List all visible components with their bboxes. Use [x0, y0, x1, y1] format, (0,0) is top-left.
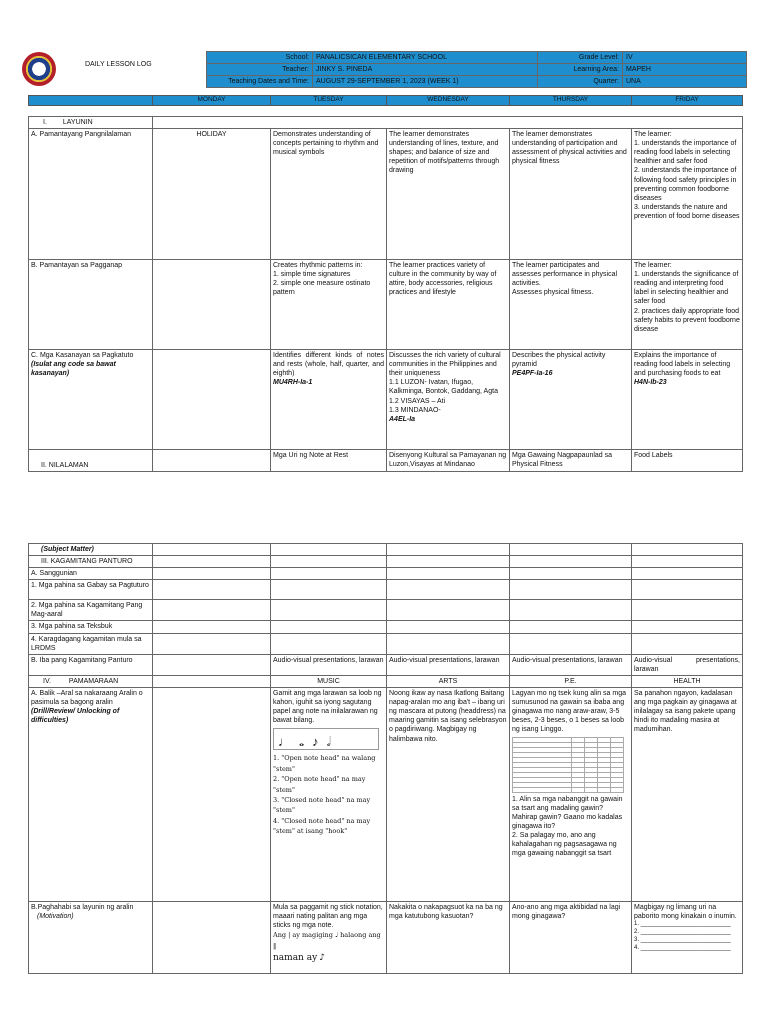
- pamamaraan-label: PAMAMARAAN: [68, 677, 119, 685]
- row-c-label: C. Mga Kasanayan sa Pagkatuto: [31, 352, 134, 360]
- row-c-sublabel: (Isulat ang code sa bawat kasanayan): [31, 361, 116, 378]
- subject-matter-label: (Subject Matter): [29, 544, 153, 556]
- sg-c4: [510, 568, 632, 580]
- paghahabi-label: B.Paghahabi sa layunin ng aralin: [31, 904, 134, 912]
- nilalaman-tuesday: Mga Uri ng Note at Rest: [271, 450, 387, 472]
- sm-c2: [271, 544, 387, 556]
- nilalaman-wednesday: Disenyong Kultural sa Pamayanan ng Luzon,Visayas at Mindanao: [387, 450, 510, 472]
- day-tuesday: TUESDAY: [271, 96, 387, 106]
- row-b-friday: The learner: 1. understands the significance of reading and interpreting food label in selecting healthier and safer food 2. practices daily appropriate food safety habits to prevent foodborne disease: [632, 260, 743, 350]
- checklist-cell: [572, 787, 585, 792]
- gb-c4: [510, 580, 632, 600]
- sm-c5: [632, 544, 743, 556]
- balik-wednesday: Noong ikaw ay nasa Ikatlong Baitang napag-aralan mo ang iba't – ibang uri ng mascara at putong (headdress) na maaring gamitin sa isang selebrasyon o pagdiriwang. Magbigay ng halimbawa nito.: [387, 688, 510, 902]
- checklist-cell: [611, 787, 624, 792]
- motif-text-4: naman ay: [273, 953, 318, 964]
- day-wednesday: WEDNESDAY: [387, 96, 510, 106]
- layunin-num: I.: [43, 119, 47, 126]
- row-c-tuesday: Identifies different kinds of notes and rests (whole, half, quarter, and eighth): [273, 352, 384, 378]
- half-note-icon: 𝅗𝅥: [326, 734, 331, 750]
- row-a-label: A. Pamantayang Pangnilalaman: [29, 129, 153, 260]
- iba-thursday: Audio-visual presentations, larawan: [510, 654, 632, 675]
- kg-c4: [510, 556, 632, 568]
- kg-c3: [387, 556, 510, 568]
- row-b-label: B. Pamantayan sa Pagganap: [29, 260, 153, 350]
- balik-aral-label: A. Balik –Aral sa nakaraang Aralin o pasimula sa bagong aralin: [31, 690, 143, 707]
- teacher-value: JINKY S. PINEDA: [313, 64, 538, 76]
- iba-friday: Audio-visual presentations, larawan: [632, 654, 743, 675]
- layunin-label: LAYUNIN: [62, 119, 93, 126]
- day-friday: FRIDAY: [632, 96, 743, 106]
- kr-c4: [510, 633, 632, 654]
- paghahabi-sublabel: (Motivation): [37, 913, 74, 921]
- grade-value: IV: [623, 52, 747, 64]
- sm-c1: [153, 544, 271, 556]
- day-thursday: THURSDAY: [510, 96, 632, 106]
- paghahabi-tuesday: Mula sa paggamit ng stick notation, maaari nating palitan ang mga sticks ng mga note.: [273, 904, 383, 930]
- sg-c3: [387, 568, 510, 580]
- row-b-tuesday: Creates rhythmic patterns in: 1. simple time signatures 2. simple one measure ostinato pattern: [271, 260, 387, 350]
- balik-tuesday-cell: [271, 688, 387, 902]
- quarter-value: UNA: [623, 76, 747, 88]
- tb-c2: [271, 621, 387, 633]
- sm-c4: [510, 544, 632, 556]
- dates-label: Teaching Dates and Time:: [207, 76, 313, 88]
- subject-music: MUSIC: [271, 675, 387, 687]
- eighth-note-icon: ♪: [312, 734, 319, 750]
- dates-value: AUGUST 29-SEPTEMBER 1, 2023 (WEEK 1): [313, 76, 538, 88]
- tb-c5: [632, 621, 743, 633]
- balik-tuesday-list: 1. "Open note head" na walang "stem" 2. "Open note head" na may "stem" 3. "Closed note head" na may "stem" 4. "Closed note head" na may "stem" at isang "hook": [273, 754, 376, 836]
- checklist-cell: [598, 787, 611, 792]
- paghahabi-tuesday-cell: [271, 902, 387, 974]
- days-blank-cell: [29, 96, 153, 106]
- quarter-label: Quarter:: [538, 76, 623, 88]
- row-c-wednesday-cell: [387, 350, 510, 450]
- area-value: MAPEH: [623, 64, 747, 76]
- balik-aral-sublabel: (Drill/Review/ Unlocking of difficulties): [31, 708, 120, 725]
- subject-arts: ARTS: [387, 675, 510, 687]
- school-label: School:: [207, 52, 313, 64]
- row-b-monday: [153, 260, 271, 350]
- paghahabi-friday-list: 1. ___________________________ 2. ___________________________ 3. ___________________________ 4. ___________________________: [634, 921, 731, 951]
- row-b-wednesday: The learner practices variety of culture in the community by way of attire, body accessories, religious practices and lifestyle: [387, 260, 510, 350]
- row-c-tuesday-code: MU4RH-Ia-1: [273, 379, 313, 387]
- balik-friday: Sa panahon ngayon, kadalasan ang mga pagkain ay ginagawa at inilalagay sa isang pakete upang hindi ito madaling masira at madumihan.: [632, 688, 743, 902]
- row-c-wednesday-code: A4EL-Ia: [389, 415, 416, 423]
- activity-checklist-image: [512, 737, 624, 793]
- nilalaman-monday: [153, 450, 271, 472]
- stick-notation-image: [273, 930, 384, 965]
- quarter-note-icon: ♩: [334, 931, 339, 940]
- motif-text-2: ay magiging: [292, 931, 333, 940]
- kg-c1: [153, 556, 271, 568]
- header-info-table: [206, 51, 747, 88]
- music-notes-image: [273, 728, 379, 750]
- row-c-wednesday: Discusses the rich variety of cultural communities in the Philippines and their uniqueness 1.1 LUZON- Ivatan, Ifugao, Kalkminga, Bontok, Gaddang, Agta 1.2 VISAYAS – Ati 1.3 MINDANAO-: [389, 352, 501, 414]
- sanggunian-label: A. Sanggunian: [29, 568, 153, 580]
- quarter-note-icon: ♩: [278, 734, 291, 750]
- teksbuk-label: 3. Mga pahina sa Teksbuk: [29, 621, 153, 633]
- pm-monday: [153, 675, 271, 687]
- km-c5: [632, 600, 743, 621]
- school-value: PANALICSICAN ELEMENTARY SCHOOL: [313, 52, 538, 64]
- kr-c1: [153, 633, 271, 654]
- km-c3: [387, 600, 510, 621]
- row-c-monday: [153, 350, 271, 450]
- subject-health: HEALTH: [632, 675, 743, 687]
- row-c-label-cell: [29, 350, 153, 450]
- days-header-row: [28, 95, 743, 106]
- kr-c3: [387, 633, 510, 654]
- paghahabi-thursday: Ano-ano ang mga aktibidad na lagi mong ginagawa?: [510, 902, 632, 974]
- checklist-cell: [513, 787, 572, 792]
- iba-tuesday: Audio-visual presentations, larawan: [271, 654, 387, 675]
- row-c-thursday: Describes the physical activity pyramid: [512, 352, 606, 369]
- paghahabi-label-cell: [29, 902, 153, 974]
- subject-pe: P.E.: [510, 675, 632, 687]
- teacher-label: Teacher:: [207, 64, 313, 76]
- area-label: Learning Area:: [538, 64, 623, 76]
- balik-thursday-cell: [510, 688, 632, 902]
- km-c2: [271, 600, 387, 621]
- gb-c1: [153, 580, 271, 600]
- layunin-heading: [29, 117, 153, 129]
- tb-c4: [510, 621, 632, 633]
- row-b-thursday: The learner participates and assesses performance in physical activities. Assesses physical fitness.: [510, 260, 632, 350]
- motif-text-3: halaong ang: [340, 931, 381, 940]
- row-c-friday-code: H4N-Ib-23: [634, 379, 667, 387]
- balik-thursday: Lagyan mo ng tsek kung alin sa mga sumusunod na gawain sa ibaba ang ginagawa mo nang araw-araw, 3-5 beses, 2-3 beses, o 1 beses sa loob ng isang Linggo.: [512, 690, 627, 734]
- row-a-thursday: The learner demonstrates understanding of participation and assessment of physical activities and physical fitness: [510, 129, 632, 260]
- paghahabi-friday: Magbigay ng limang uri na paborito mong kinakain o inumin.: [634, 904, 737, 921]
- stick-icon: |: [288, 931, 291, 940]
- day-monday: MONDAY: [153, 96, 271, 106]
- school-seal-logo: [22, 52, 56, 86]
- gabay-label: 1. Mga pahina sa Gabay sa Pagtuturo: [29, 580, 153, 600]
- kg-c5: [632, 556, 743, 568]
- kr-c2: [271, 633, 387, 654]
- row-c-friday: Explains the importance of reading food labels in selecting and purchasing foods to eat: [634, 352, 731, 378]
- objectives-table: [28, 116, 743, 472]
- km-c4: [510, 600, 632, 621]
- whole-note-icon: 𝅝: [299, 734, 305, 750]
- balik-aral-label-cell: [29, 688, 153, 902]
- tb-c3: [387, 621, 510, 633]
- row-a-friday: The learner: 1. understands the importance of reading food labels in selecting healthier and safer food 2. understands the importance of following food safety principles in preventing common foodborne diseases 3. understands the nature and prevention of food borne diseases: [632, 129, 743, 260]
- grade-label: Grade Level:: [538, 52, 623, 64]
- gb-c2: [271, 580, 387, 600]
- paghahabi-wednesday: Nakakita o nakapagsuot ka na ba ng mga katutubong kasuotan?: [387, 902, 510, 974]
- doc-title: DAILY LESSON LOG: [85, 61, 152, 68]
- pamamaraan-num: IV.: [43, 677, 51, 685]
- row-a-tuesday: Demonstrates understanding of concepts pertaining to rhythm and musical symbols: [271, 129, 387, 260]
- sg-c5: [632, 568, 743, 580]
- nilalaman-friday: Food Labels: [632, 450, 743, 472]
- motif-text-1: Ang: [273, 931, 287, 940]
- pamamaraan-heading: [29, 675, 153, 687]
- gb-c3: [387, 580, 510, 600]
- nilalaman-thursday: Mga Gawaing Nagpapaunlad sa Physical Fitness: [510, 450, 632, 472]
- row-c-thursday-code: PE4PF-Ia-16: [512, 370, 553, 378]
- nilalaman-label: II. NILALAMAN: [29, 450, 153, 472]
- iba-pang-label: B. Iba pang Kagamitang Panturo: [29, 654, 153, 675]
- km-c1: [153, 600, 271, 621]
- row-c-friday-cell: [632, 350, 743, 450]
- sm-c3: [387, 544, 510, 556]
- kr-c5: [632, 633, 743, 654]
- balik-tuesday: Gamit ang mga larawan sa loob ng kahon, iguhit sa iyong sagutang papel ang note na inilalarawan ng bawat bilang.: [273, 690, 382, 725]
- eighth-note-icon: ♪: [319, 953, 325, 964]
- row-a-monday: HOLIDAY: [153, 129, 271, 260]
- kagamitang-mag-aaral-label: 2. Mga pahina sa Kagamitang Pang Mag-aaral: [29, 600, 153, 621]
- row-c-tuesday-cell: [271, 350, 387, 450]
- procedure-table: [28, 543, 743, 974]
- tb-c1: [153, 621, 271, 633]
- balik-thursday-questions: 1. Alin sa mga nabanggit na gawain sa tsart ang madaling gawin? Mahirap gawin? Gaano mo kadalas ginagawa ito? 2. Sa palagay mo, ano ang kahalagahan ng pagsasagawa ng mga gawaing nabanggit sa tsart: [512, 795, 623, 858]
- row-c-thursday-cell: [510, 350, 632, 450]
- paghahabi-friday-cell: [632, 902, 743, 974]
- iba-monday: [153, 654, 271, 675]
- gb-c5: [632, 580, 743, 600]
- double-stick-icon: ‖: [273, 941, 277, 950]
- iba-wednesday: Audio-visual presentations, larawan: [387, 654, 510, 675]
- karagdagan-label: 4. Karagdagang kagamitan mula sa LRDMS: [29, 633, 153, 654]
- paghahabi-monday: [153, 902, 271, 974]
- layunin-blank: [153, 117, 743, 129]
- sg-c1: [153, 568, 271, 580]
- row-a-wednesday: The learner demonstrates understanding of lines, texture, and shapes; and balance of size and repetition of motifs/patterns through drawing: [387, 129, 510, 260]
- checklist-cell: [585, 787, 598, 792]
- kagamitan-label: III. KAGAMITANG PANTURO: [29, 556, 153, 568]
- balik-monday: [153, 688, 271, 902]
- sg-c2: [271, 568, 387, 580]
- kg-c2: [271, 556, 387, 568]
